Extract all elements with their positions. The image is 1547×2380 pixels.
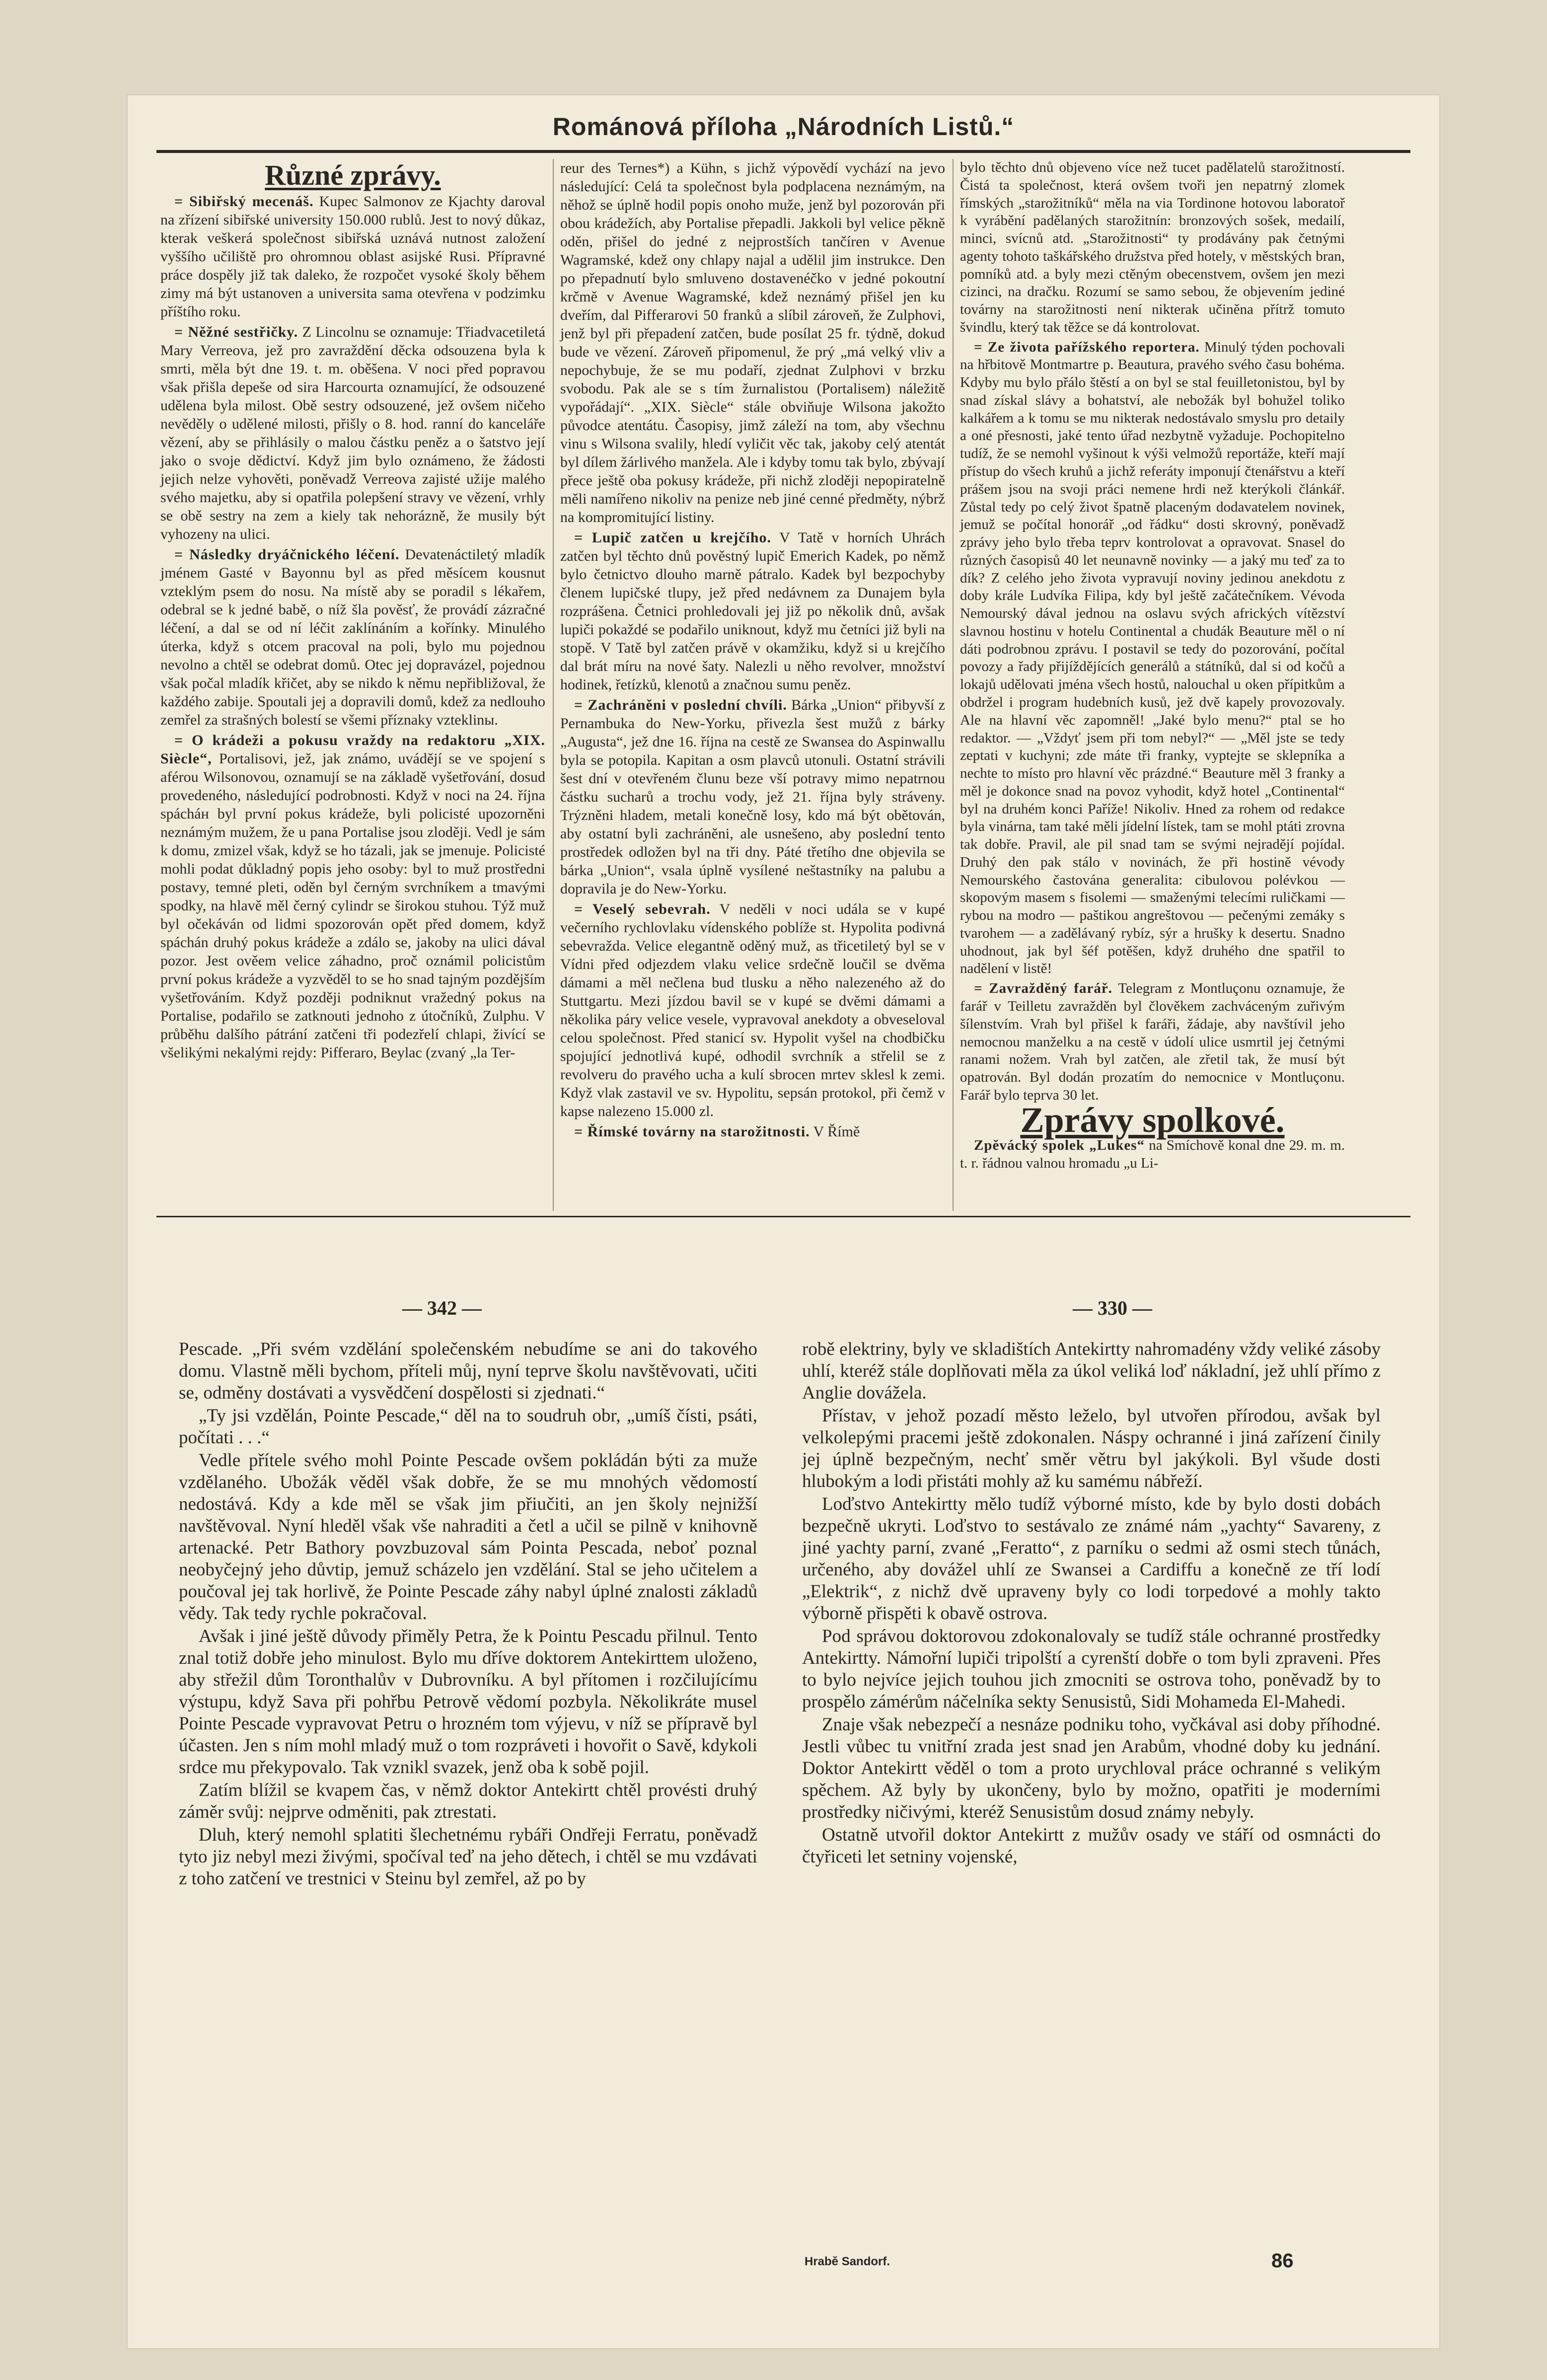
news-item-heading: = Veselý sebevrah.	[574, 901, 711, 917]
news-item-heading: = Zavražděný farář.	[974, 980, 1113, 997]
news-item-text: reur des Ternes*) a Kühn, s jichž výpovědí vychází na jevo následující: Celá ta společnost byla podplacena neznámým, na něhož se úplně hodil popis onoho muže, jenž byl pozorován při obou krádežích, aby Portalise přepadli. Jakkoli byl velice pěkně oděn, přišel do jedné z nejprostších tančíren v Avenue Wagramské, kdež ony chlapy najal a udělil jim instrukce. Den po přepadnutí bylo smluveno dostavenéčko v jedné pokoutní krčmě v Avenue Wagramské, kdež neznámý přišel jen ku dveřím, dal Pifferarovi 50 franků a slíbil zároveň, že Zulphovi, jenž byl při přepadení zatčen, bude posílat 25 fr. týdně, dokud bude ve vězení. Zároveň připomenul, že prý „má velký vliv a nepochybuje, že se mu podaří, zjednat Zulphovi v brzku svobodu. Pak ale se s tím žurnalistou (Portalisem) náležitě vypořádají“. „XIX. Siècle“ stále obviňuje Wilsona jakožto původce atentátu. Časopisy, jimž záleží na tom, aby všechnu vinu s Wilsona svalily, hledí vyličit věc tak, jakoby celý atentát byl dílem žárlivého manžela. Ale i kdyby tomu tak bylo, zbývají přece ještě oba pokusy krádeže, při nichž zloději nepopiratelně měli namířeno nikoliv na penize neb jiné cenné předměty, nýbrž na kompromitující listiny.	[560, 160, 945, 525]
news-item-text: Z Lincolnu se oznamuje: Třiadvacetiletá Mary Verreova, jež pro zavraždění děcka odsouzena byla k smrti, měla být dne 19. t. m. oběšena. V noci před popravou však přišla depeše od sira Harcourta oznamující, že odsouzené udělena byla milost. Obě sestry odsouzené, jež ovšem ničeho nevěděly o udělené milosti, přišly o 8. hod. ranní do kanceláře vězení, aby se přihlásily o malou částku peněz a o šatstvo její jako o svoje dědictví. Když jim bylo oznámeno, že žádosti jejich nelze vyhověti, poněvadž Verreova zajisté užije malého svého majetku, aby si opatřila polepšení stravy ve vězení, vrhly se obě sestry na zem a kiely tak nehorázně, že musily být vyhozeny na ulici.	[160, 324, 546, 542]
column-divider	[553, 159, 554, 1211]
novel-paragraph: Pod správou doktorovou zdokonalovaly se tudíž stále ochranné prostředky Antekirtty. Námořní lupiči tripolští a cyrenští dobře o tom byli zpraveni. Přes to bylo nejvíce jejich touhou jich zmocniti se ostrova toho, poněvadž by to prospělo zámérům náčelníka sekty Senusistů, Sidi Mohameda El-Mahedi.	[802, 1626, 1381, 1712]
news-item	[160, 545, 545, 729]
news-item	[960, 159, 1345, 337]
news-item	[960, 1137, 1345, 1173]
news-item-text: bylo těchto dnů objeveno více než tucet padělatelů starožitností. Čistá ta společnost, která ovšem tvoři jen nepatrný zlomek římských „starožitníků“ měla na via Tordinone hotovou laboratoř k vyrábění padělaných starožitnín: bronzových sošek, medailí, minci, svícnů atd. „Starožitnosti“ ty prodávány pak četnými agenty tohoto taškářského družstva před hotely, v městských bran, pomníků atd. a byly mezi ctěným obecenstvem, ovšem jen mezi cizinci, na dračku. Rozumí se samo sebou, že objevením jediné továrny na starožitnosti není nikterak učiněna přítrž tomuto švindlu, který tak těžce se dá kontrolovat.	[960, 159, 1345, 335]
news-item-heading: = O krádeži a pokusu vraždy na redaktoru „XIX. Siècle“,	[160, 732, 545, 767]
news-item-heading: Zpěvácký spolek „Lukes“	[974, 1137, 1145, 1154]
news-item	[560, 159, 945, 526]
news-item-text: Kupec Salmonov ze Kjachty daroval na zřízení sibiřské university 150.000 rublů. Jest to nový důkaz, kterak veškerá společnost sibiřská uznává nutnost založení vyššího učiliště pro ohromnou oblast asijské Rusi. Přípravné práce dospěly již tak daleko, že rozpočet vysoké školy během zimy má být ustanoven a universita sama otevřena v podzimku příštího roku.	[160, 193, 546, 320]
column-divider	[953, 159, 954, 1211]
news-item-heading: = Něžné sestřičky.	[174, 324, 298, 340]
news-item-heading: = Zachráněni v poslední chvíli.	[574, 697, 787, 713]
news-column-3	[960, 159, 1345, 1175]
news-item	[560, 1122, 945, 1141]
running-title: Románová příloha „Národních Listů.“	[552, 113, 1015, 141]
novel-paragraph: Přístav, v jehož pozadí město leželo, byl utvořen přírodou, avšak byl velkolepými pracemi ještě zdokonalen. Náspy ochranné i jiná zařízení činily jej úplně bezpečným, nechť směr větru byl jakýkoli. Byl všude dosti hlubokým a lodi přistáti mohly až ku samému nábřeží.	[802, 1406, 1381, 1491]
leaf-number: 86	[1271, 2250, 1294, 2272]
section-title-ruzne-zpravy: Různé zprávy.	[265, 159, 441, 191]
printer-line: Hrabě Sandorf.	[805, 2255, 890, 2268]
news-item-heading: = Následky dryáčnického léčení.	[174, 546, 400, 563]
news-item-text: V Tatě v horních Uhrách zatčen byl těchto dnů pověstný lupič Emerich Kadek, po němž bylo četnictvo dlouho marně pátralo. Kadek byl bezpochyby členem lupičské tlupy, jež před nedávnem za Dunajem byla rozprášena. Četnici prohledovali jej již po několik dnů, avšak lupiči pokaždé se podařilo uniknout, když mu četníci již byli na stopě. V Tatě byl zatčen právě v okamžiku, když si u krejčího dal brát míru na nové šaty. Nalezli u něho revolver, množství hodinek, řetízků, klenotů a značnou sumu peněz.	[560, 529, 945, 693]
page-number-right: — 330 —	[1073, 1297, 1152, 1319]
news-item	[560, 528, 945, 694]
page-number-left: — 342 —	[402, 1297, 482, 1319]
news-item-text: V Římě	[813, 1123, 860, 1140]
news-item-text: na Smíchově konal dne 29. m. m. t. r. řádnou valnou hromadu „u Li-	[960, 1137, 1345, 1172]
novel-paragraph: Pescade. „Při svém vzdělání společenském nebudíme se ani do takového domu. Vlastně měli bychom, příteli můj, nyní teprve školu navštěvovati, učiti se, odměny dostávati a vysvědčení dospělosti si zjednati.“	[179, 1339, 757, 1403]
novel-column-left	[179, 1339, 757, 1891]
news-item	[160, 731, 545, 1062]
news-item	[960, 339, 1345, 978]
news-item	[960, 980, 1345, 1104]
section-title-zpravy-spolkove: Zprávy spolkové.	[1020, 1100, 1285, 1140]
news-bottom-rule	[156, 1216, 1410, 1217]
novel-paragraph: Znaje však nebezpečí a nesnáze podniku toho, vyčkával asi doby příhodné. Jestli vůbec tu vnitřní zrada jest snad jen Arabům, vhodné doby ku jednání. Doktor Antekirtt věděl o tom a proto urychloval práce ochranné s velikým spěchem. Až byly by ukončeny, bylo by možno, opatřiti je moderními prostředky ničivými, kteréž Senusistům dosud známy nebyly.	[802, 1714, 1381, 1822]
news-item-heading: = Sibiřský mecenáš.	[174, 193, 314, 210]
news-item	[160, 192, 545, 321]
novel-paragraph: Loďstvo Antekirtty mělo tudíž výborné místo, kde by bylo dosti dobách bezpečně ukryti. Loďstvo to sestávalo ze známé nám „yachty“ Savareny, z jiné yachty parní, zvané „Feratto“, z parníku o sedmi až osmi stech tůnách, určeného, aby dovážel uhlí ze Swansei a Cardiffu a konečně ze tří lodí „Elektrik“, z nichž dvě upraveny byly co lodi torpedové a mohly takto výborně přispěti k obavě ostrova.	[802, 1494, 1381, 1624]
news-item-text: Devatenáctiletý mladík jménem Gasté v Bayonnu byl as před měsícem kousnut vzteklým psem do nosu. Na místě aby se poradil s lékařem, odebral se k jedné babě, o níž šla pověsť, že provádí zázračné léčení, a dal se od ní léčit zaklínáním a kořínky. Minulého úterka, když s otcem pracoval na poli, bylo mu pojednou nevolno a chtěl se odebrat domů. Otec jej dopravázel, pojednou však počal mladík křičet, aby se nikdo k němu nepřibližoval, že každého zabije. Spoutali jej a dopravili domů, kdež za nedlouho zemřel za strašných bolestí se všemi příznaky vzteklinы.	[160, 546, 545, 728]
news-item-text: Portalisovi, jež, jak známo, uvádějí se ve spojení s aférou Wilsonovou, oznamují se na základě vyšetřování, dosud provedeného, následující podrobnosti. Když v noci na 24. října spácháн byl první pokus krádeže, byli policisté upozorněni neznámým mužem, že u pana Portalise jsou zloději. Vedl je sám k domu, zmizel však, když se ho tázali, jak se jmenuje. Policisté mohli podat důkladný popis jeho osoby: byl to muž prostředni postavy, temné pleti, oděn byl černým svrchníkem a tmavými spodky, na hlavě měl černý cylindr se širokou stuhou. Týž muž byl očekáván od lidmi spozorován opět před domem, když spáchán druhý pokus krádeže a zdálo se, jakoby na ulici dával pozor. Jest ověem velice záhadno, proč oznámil policistům první pokus krádeže a vyzvěděl to se ho snad tajným pozdějším vyšetřováním. Když později podniknut vražedný pokus na Portalise, podařilo se zatknouti jednoho z útočníků, Zulphu. V průběhu dalšího pátrání zatčeni tři podezřelí chlapi, živící se všelikými nekalými rejdy: Pifferaro, Beylac (zvaný „la Ter-	[160, 750, 546, 1061]
news-item-text: Telegram z Montluçonu oznamuje, že farář v Teilletu zavražděn byl člověkem zachváceným zuřivým šílenstvím. Vrah byl přišel k faráři, žádaje, aby navštívil jeho nemocnou manželku a na cestě v údolí ulice usmrtil jej četnými ranami nožem. Vrah byl zatčen, ale zřetil tak, že musí být opatrován. Byl dodán prozatím do nemocnice v Montluçonu. Farář bylo teprva 30 let.	[960, 980, 1345, 1103]
news-column-2	[560, 159, 945, 1143]
novel-paragraph: Dluh, který nemohl splatiti šlechetnému rybáři Ondřeji Ferratu, poněvadž tyto jiz nebyl mezi živými, spočíval teď na jeho dětech, i chtěl se mu vzdávati z toho zatčení ve trestnici v Steinu byl zemřel, až po by	[179, 1825, 757, 1889]
news-item-text: Bárka „Union“ přibyvší z Pernambuka do New-Yorku, přivezla šest mužů z bárky „Augusta“, jež dne 16. října na cestě ze Swansea do Aspinwallu byla se potopila. Kapitan a osm plavců utonuli. Ostatní strávili šest dní v otevřeném člunu beze vší potravy mimo nepatrnou částku sucharů a trochu vody, jež 21. října byly stráveny. Trýzněni hladem, metali konečně losy, kdo má být obětován, aby ostatní byli zachráněni, ale usnešeno, aby poslední tento prostředek odložen byl na tři dny. Páté třetího dne objevila se bárka „Union“, vsala úplně vysílené neštastníky na palubu a dopravila je do New-Yorku.	[560, 697, 946, 897]
novel-paragraph: robě elektriny, byly ve skladištích Antekirtty nahromadény vždy veliké zásoby uhlí, kteréž stále doplňovati měla za úkol veliká loď nákladní, jež uhlí přímo z Anglie dovážela.	[802, 1339, 1381, 1403]
newspaper-page	[127, 94, 1440, 2349]
news-item-heading: = Římské továrny na starožitnosti.	[574, 1123, 810, 1140]
news-item-heading: = Lupič zatčen u krejčího.	[574, 529, 772, 546]
news-item-heading: = Ze života pařížského reportera.	[974, 339, 1200, 355]
novel-paragraph: Avšak i jiné ještě důvody přiměly Petra, že k Pointu Pescadu přilnul. Tento znal totiž dobře jeho minulost. Bylo mu dříve doktorem Antekirttem uloženo, aby střežil dům Toronthalův v Dubrovníku. A byl přítomen i rozčilujícímu výstupu, když Sava při pohřbu Petrově vědomí pozbyla. Několikráte musel Pointe Pescade vypravovat Petru o hrozném tom výjevu, v níž se přípravě byl účasten. Jen s ním mohl mladý muž o tom rozpráveti i hovořit o Savě, kdykoli srdce mu překypovalo. Tak vznikl svazek, jenž oba k sobě pojil.	[179, 1626, 757, 1778]
novel-paragraph: Vedle přítele svého mohl Pointe Pescade ovšem pokládán býti za muže vzdělaného. Ubožák věděl však dobře, že se mu mnohých vědomostí nedostává. Kdy a kde měl se však jim přiučiti, an jen školy nejnižší navštěvoval. Nyní hleděl však vše nahraditi a četl a učil se pilně v knihovně artenacké. Petr Bathory povzbuzoval sám Pointa Pescada, neboť poznal neobyčejný jeho důvtip, jemuž scházelo jen vzdělání. Stal se jeho učitelem a poučoval jej tak horlivě, že Pointe Pescade záhy nabyl úplné znalosti základů vědy. Tak tedy rychle pokračoval.	[179, 1450, 757, 1624]
novel-paragraph: Ostatně utvořil doktor Antekirtt z mužův osady ve stáří od osmnácti do čtyřiceti let setniny vojenské,	[802, 1825, 1381, 1867]
top-rule	[156, 150, 1410, 153]
novel-paragraph: Zatím blížil se kvapem čas, v němž doktor Antekirtt chtěl provésti druhý záměr svůj: nejprve odměniti, pak ztrestati.	[179, 1780, 757, 1822]
novel-column-right	[802, 1339, 1381, 1869]
news-item	[560, 696, 945, 898]
news-item-text: V neděli v noci udála se v kupé večerního rychlovlaku vídenského poblíže st. Hypolita podivná sebevražda. Velice elegantně oděný muž, as třicetiletý byl se v Vídni před odjezdem vlaku velice srdečně loučil se dvěma dámami a měl nečlena bud tlusku a něho nalezeného až do Stuttgartu. Mezi jízdou bavil se v kupé se dvěmi dámami a několika páry velice vesele, vypravoval anekdoty a obveseloval celou společnost. Před stanicí sv. Hypolit vyšel na chodbičku spojující jednotlivá kupé, odhodil svrchník a střelil se z revolveru do pravého ucha a kulí sbrocen mrtev sklesl k zemi. Když vlak zastavil ve sv. Hypolitu, sepsán protokol, při čemž v kapse nalezeno 15.000 zl.	[560, 901, 945, 1119]
news-item	[560, 900, 945, 1120]
news-item-text: Minulý týden pochovali na hřbitově Montmartre p. Beautura, pravého svého času bohéma. Kdyby mu bylo přálo štěstí a on byl se stal feuilletonistou, byl by snad získal slávy a bohatství, ale nebožák byl bohužel toliko kalkářem a k tomu se mu nikterak nedostávalo smyslu pro detaily a oné přesnosti, jaké tento úřad nezbytně vyžaduje. Pochopitelno tudíž, že se nemohl vyšinout k výši velmožů reportáže, kteří mají přístup do všech kruhů a jichž referáty imponují čtenářstvu a kteří prášem jsou na svoji práci nemene hrdi než kterýkoli článkář. Zůstal tedy po celý život špatně placeným dodavatelem novinek, jemuž se počítal honorář „od řádku“ dosti skrovný, poněvadž zprávy jeho bylo třeba teprv kontrolovat a opravovat. Snasel do různých časopisů 40 let neunavně novinky — a jaký mu teď za to dík? Z celého jeho života vypravují noviny jedinou anekdotu z doby krále Ludvíka Filipa, kdy byl ještě začátečníkem. Vévoda Nemourský dával jednou na oslavu svých afrických vítězství slavnou hostinu v hotelu Continental a chudák Beauture měl o ní dáti podrobnou zprávu. I postavil se tedy do pozorování, počítal povozy a řady přijíždějících generálů a státníků, dal si od kočů a lokajů udělovati jména všech hostů, nalouchal u oken přípitkům a obdržel i program hudebních kusů, jež dvě kapely provozovaly. Ale na hlavní věc zapomněl! „Jaké bylo menu?“ ptal se ho redaktor. — „Vždyť jsem při tom nebyl?“ — „Měl jste se tedy zeptati v kuchyni; zde máte tři franky, vyptejte se sklepníka a nechte to místo pro hlavní věc prázdné.“ Beauture měl 3 franky a měl je dokonce snad na povoz vyhodit, když hotel „Continental“ byl na druhém konci Paříže! Nikoliv. Hned za rohem od redakce byla vinárna, tam také měli jídelní lístek, tam se mohl ptáti zrovna tak dobře. Pravil, ale pil snad tam se svými nejradějí pojídal. Druhý den pak stálo v novinách, že při hostině vévody Nemourského častována generalita: cibulovou polévkou — skopovým masem s fisolemi — smaženými telecími ruličkami — rybou na modro — paštikou angreštovou — pečenými zemáky s tvarohem — a zadělávaný rybíz, sýr a hrušky k desertu. Snadno uhodnout, jak byl šéf potěšen, když druhého dne spatřil to nadělení v listě!	[960, 339, 1345, 977]
novel-paragraph: „Ty jsi vzdělán, Pointe Pescade,“ děl na to soudruh obr, „umíš čísti, psáti, počítati . . .“	[179, 1406, 757, 1448]
news-column-1	[160, 159, 545, 1064]
news-item	[160, 323, 545, 543]
